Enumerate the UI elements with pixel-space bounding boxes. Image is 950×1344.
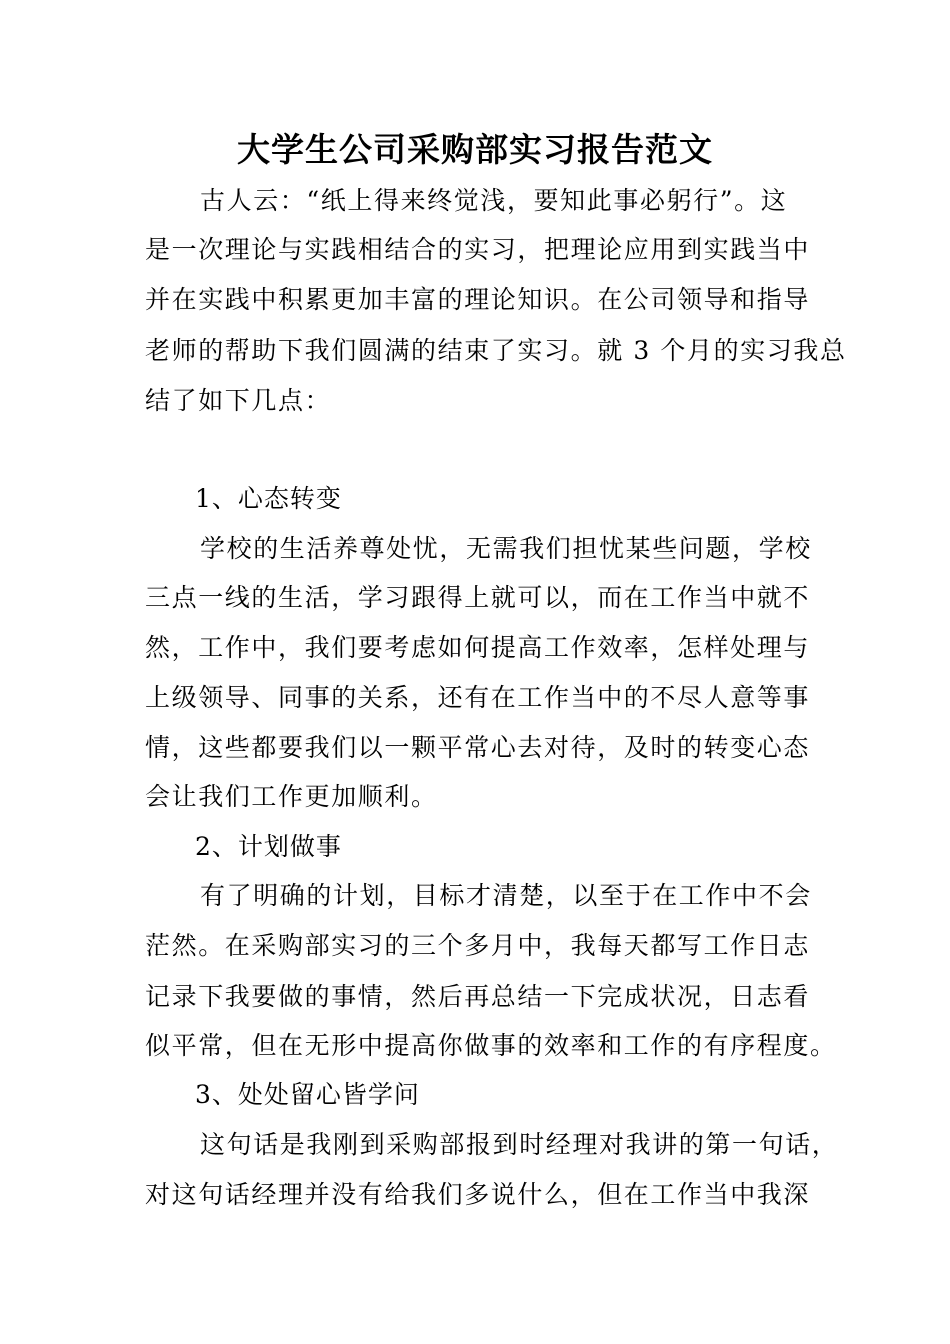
section-heading: 2、计划做事 — [195, 832, 342, 861]
section-heading: 3、处处留心皆学问 — [195, 1080, 420, 1109]
paragraph-line: 记录下我要做的事情，然后再总结一下完成状况，日志看 — [145, 982, 811, 1011]
paragraph-line: 茫然。在采购部实习的三个多月中，我每天都写工作日志 — [145, 931, 811, 960]
paragraph-line: 并在实践中积累更加丰富的理论知识。在公司领导和指导 — [145, 285, 811, 314]
paragraph-line: 老师的帮助下我们圆满的结束了实习。就 3 个月的实习我总 — [145, 336, 847, 365]
paragraph-line: 会让我们工作更加顺利。 — [145, 782, 438, 811]
document-title: 大学生公司采购部实习报告范文 — [237, 130, 713, 169]
paragraph-line: 有了明确的计划，目标才清楚，以至于在工作中不会 — [200, 881, 812, 910]
paragraph-line: 三点一线的生活，学习跟得上就可以，而在工作当中就不 — [145, 583, 811, 612]
paragraph-line: 然，工作中，我们要考虑如何提高工作效率，怎样处理与 — [145, 633, 811, 662]
paragraph-line: 是一次理论与实践相结合的实习，把理论应用到实践当中 — [145, 235, 811, 264]
paragraph-line: 对这句话经理并没有给我们多说什么，但在工作当中我深 — [145, 1180, 811, 1209]
paragraph-line: 古人云：“纸上得来终觉浅，要知此事必躬行”。这 — [200, 186, 788, 215]
paragraph-line: 学校的生活养尊处忧，无需我们担忧某些问题，学校 — [200, 534, 812, 563]
paragraph-line: 似平常，但在无形中提高你做事的效率和工作的有序程度。 — [145, 1031, 837, 1060]
section-heading: 1、心态转变 — [195, 484, 342, 513]
paragraph-line: 结了如下几点： — [145, 386, 332, 415]
paragraph-line: 这句话是我刚到采购部报到时经理对我讲的第一句话， — [200, 1130, 839, 1159]
paragraph-line: 上级领导、同事的关系，还有在工作当中的不尽人意等事 — [145, 683, 811, 712]
paragraph-line: 情，这些都要我们以一颗平常心去对待，及时的转变心态 — [145, 733, 811, 762]
